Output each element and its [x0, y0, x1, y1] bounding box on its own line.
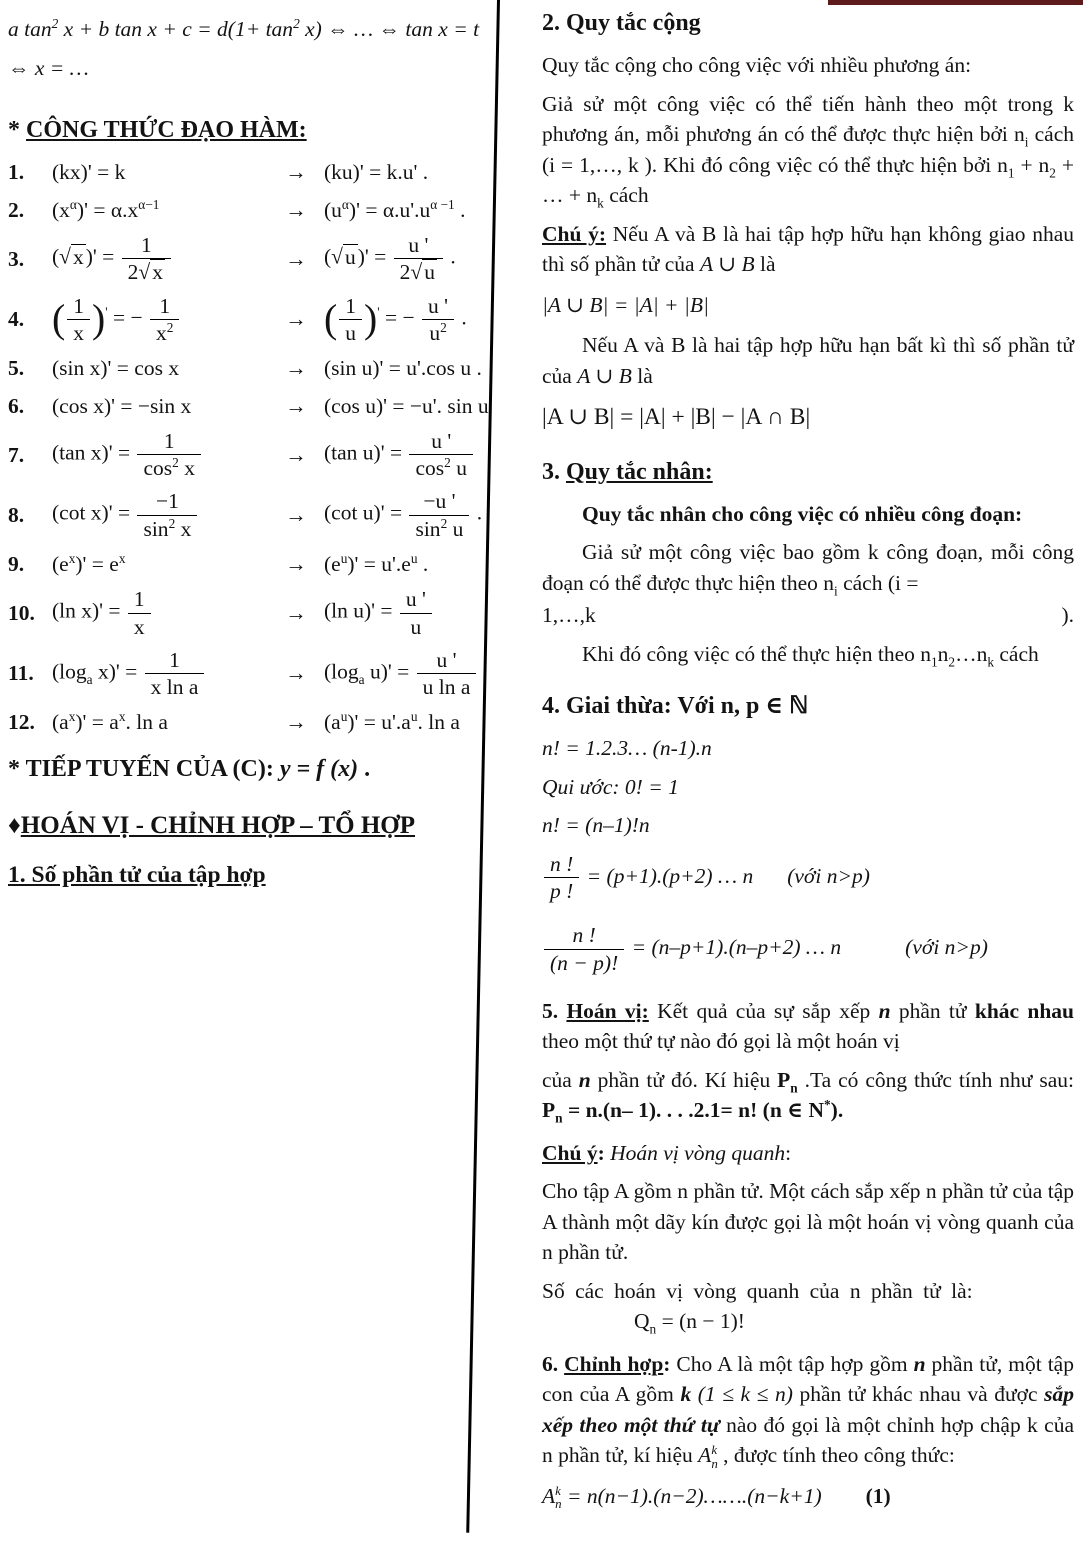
multiplication-body: Giả sử một công việc bao gồm k công đoạn, mỗi công đoạn có thể được thực hiện theo $n_i$ cách (i = [542, 540, 1074, 598]
derivative-row [8, 707, 494, 738]
circular-permutation-formula: $Q_n = (n - 1)$! [634, 1309, 745, 1337]
derivative-number: 2. [8, 197, 25, 222]
intro-formula-line1: a $\tan^2 x + b$ $\tan x + c = d(1+ \tan^2 x)$ ⇔ … ⇔ tan x = t [8, 15, 480, 41]
derivative-u-formula: ($\log_a$ u)' = $\frac{u '}{\text{u ln a}}$ [324, 647, 494, 700]
derivative-row [8, 391, 494, 422]
derivative-row [8, 293, 494, 346]
derivative-x-formula: ($\log_a$ x)' = $\frac{1}{\text{x ln a}}$ [52, 647, 268, 700]
arrow-icon: → [285, 356, 307, 381]
arrangement-definition: 6. Chỉnh hợp: Cho A là một tập hợp gồm n phần tử, một tập con của A gồm k (1 ≤ k ≤ n) phần tử khác nhau và được sắp xếp theo một thứ tự nào đó gọi là một chỉnh hợp chập k của n phần tử, kí hiệu A k n , được tính theo công thức: [542, 1351, 1075, 1471]
derivative-x-formula: (kx)' = k [52, 160, 126, 185]
multiplication-rule-heading: 3. Quy tắc nhân: [542, 458, 713, 485]
derivative-row [8, 195, 494, 226]
derivative-x-formula: (√x)' = $\frac{1}{2√x}$ [52, 232, 268, 285]
arrow-icon: → [285, 551, 307, 576]
derivative-number: 1. [8, 160, 25, 185]
derivative-u-formula: (ku)' = k.u' . [324, 160, 429, 185]
derivatives-heading: * CÔNG THỨC ĐẠO HÀM: [8, 117, 307, 144]
derivative-u-formula: (cos u)' = −u'. sin u [324, 393, 489, 418]
derivative-row [8, 428, 494, 481]
permutation-definition: 5. Hoán vị: Kết quả của sự sắp xếp n phần tử khác nhau theo một thứ tự nào đó gọi là một hoán vị [542, 998, 1074, 1054]
addition-rule-heading: 2. Quy tắc cộng [542, 10, 701, 36]
derivative-number: 10. [8, 600, 35, 625]
factorial-definition: n! = 1.2.3… (n-1).n [542, 736, 712, 761]
multiplication-body-wrap [542, 600, 1074, 631]
factorial-convention: Qui ước: 0! = 1 [542, 774, 679, 799]
addition-note: Chú ý: Nếu A và B là hai tập hợp hữu hạn không giao nhau thì số phần tử của A ∪ B là [542, 221, 1075, 277]
derivative-row [8, 549, 494, 580]
derivative-x-formula: $(x^\alpha)' = \alpha.x^{\alpha-1}$ [52, 196, 160, 222]
intro-formula-line2: ⇔ x = … [8, 55, 89, 80]
factorial-recursive: n! = (n–1)!n [542, 813, 650, 838]
circular-permutation-body: Cho tập A gồm n phần tử. Một cách sắp xếp n phần tử của tập A thành một dãy kín được gọi là một hoán vị vòng quanh của n phần tử. [542, 1179, 1074, 1265]
addition-general-case: Nếu A và B là hai tập hợp hữu hạn bất kì thì số phần tử của A ∪ B là [542, 333, 1074, 388]
arrow-icon: → [285, 246, 307, 271]
hvch-heading: ♦HOÁN VỊ - CHỈNH HỢP – TỔ HỢP [8, 811, 416, 839]
derivative-row [8, 488, 494, 541]
factorial-quotient-1: $\frac{n !}{p !}$ = (p+1).(p+2) … n (với n>p) [542, 851, 1074, 904]
addition-body: Giả sử một công việc có thể tiến hành theo một trong k phương án, mỗi phương án có thể được thực hiện bởi $n_i$ cách (i = 1,…, k ). Khi đó công việc có thể thực hiện bởi $n_1 + n_2$ + … + $n_k$ cách [542, 91, 1074, 211]
derivative-u-formula: $(a^u)' = u'.a^u$. ln a [324, 709, 460, 735]
derivative-x-formula: (cos x)' = −sin x [52, 393, 192, 418]
multiplication-body-right: ). [1061, 603, 1074, 628]
arrow-icon: → [285, 502, 307, 527]
arrow-icon: → [285, 197, 307, 222]
derivative-u-formula: (√u)' = $\frac{u '}{2√u}$ . [324, 233, 456, 285]
addition-intro: Quy tắc cộng cho công việc với nhiều phương án: [542, 53, 972, 78]
arrow-icon: → [285, 600, 307, 625]
derivative-row [8, 586, 494, 639]
derivative-number: 7. [8, 442, 25, 467]
derivative-u-formula: $(u^\alpha)' = \alpha.u'.u^{\alpha -1}$ . [324, 196, 466, 222]
derivative-u-formula: (cot u)' = $\frac{-u '}{\sin^2 u}$ . [324, 489, 483, 541]
arrow-icon: → [285, 661, 307, 686]
arrow-icon: → [285, 442, 307, 467]
derivative-number: 3. [8, 246, 25, 271]
derivative-row [8, 232, 494, 285]
derivative-u-formula: (sin u)' = u'.cos u . [324, 356, 482, 381]
tangent-heading: * TIẾP TUYẾN CỦA (C): y = f (x) . [8, 755, 371, 782]
derivatives-table [8, 157, 494, 738]
derivative-x-formula: (cot x)' = $\frac{-1}{\sin^2 x}$ [52, 488, 268, 541]
derivative-number: 11. [8, 661, 34, 686]
derivative-x-formula: (tan x)' = $\frac{1}{\cos^2 x}$ [52, 428, 268, 481]
arrow-icon: → [285, 393, 307, 418]
derivative-row [8, 157, 494, 188]
derivative-x-formula: (ln x)' = $\frac{1}{x}$ [52, 586, 268, 639]
derivative-number: 6. [8, 393, 25, 418]
top-edge-artifact [828, 0, 1083, 5]
derivative-x-formula: (sin x)' = cos x [52, 356, 180, 381]
left-column [8, 6, 494, 903]
multiplication-result: Khi đó công việc có thể thực hiện theo $n_1n_2\dots n_k$ cách [582, 641, 1039, 670]
derivative-u-formula: ( $\frac{1}{u}$ )' = − $\frac{u '}{u^2}$ . [324, 293, 467, 345]
circular-permutation-count: Số các hoán vị vòng quanh của n phần tử là: [542, 1278, 973, 1303]
union-general-formula: |A ∪ B| = |A| + |B| − |A ∩ B| [542, 404, 811, 431]
derivative-row [8, 353, 494, 384]
derivative-u-formula: (tan u)' = $\frac{u '}{\cos^2 u}$ [324, 428, 494, 481]
arrow-icon: → [285, 307, 307, 332]
derivative-number: 5. [8, 356, 25, 381]
factorial-quotient-2: $\frac{n !}{(n - p)!}$ = (n–p+1).(n–p+2) … n (với n>p) [542, 922, 1074, 975]
multiplication-body-left: 1,…,k [542, 603, 596, 628]
derivative-row [8, 647, 494, 700]
right-column [542, 6, 1074, 1522]
set-count-heading: 1. Số phần tử của tập hợp [8, 862, 266, 889]
derivative-x-formula: $(a^x)' = a^x$. ln a [52, 709, 168, 735]
derivative-x-formula: ( $\frac{1}{x}$ )' = − $\frac{1}{x^2}$ [52, 293, 268, 346]
factorial-heading: 4. Giai thừa: Với n, p ∈ ℕ [542, 693, 809, 720]
multiplication-intro: Quy tắc nhân cho công việc có nhiều công đoạn: [582, 501, 1023, 526]
permutation-formula-text: của n phần tử đó. Kí hiệu $P_n$ .Ta có công thức tính như sau: $P_n = n.(n-$ 1). . . .2.1= n! (n ∈ N*). [542, 1067, 1074, 1126]
permutation-note: Chú ý: Hoán vị vòng quanh: [542, 1140, 792, 1165]
union-disjoint-formula: |A ∪ B| = |A| + |B| [542, 292, 709, 317]
derivative-number: 12. [8, 710, 35, 735]
arrow-icon: → [285, 160, 307, 185]
derivative-number: 8. [8, 502, 25, 527]
derivative-x-formula: $(e^x)' = e^x$ [52, 550, 126, 576]
derivative-u-formula: $(e^u)' = u'.e^u$ . [324, 550, 429, 576]
arrangement-formula: A k n = n(n−1).(n−2)…….(n−k+1) (1) [542, 1483, 891, 1512]
derivative-number: 4. [8, 307, 25, 332]
derivative-u-formula: (ln u)' = $\frac{u '}{u}$ [324, 586, 494, 639]
arrow-icon: → [285, 710, 307, 735]
derivative-number: 9. [8, 551, 25, 576]
